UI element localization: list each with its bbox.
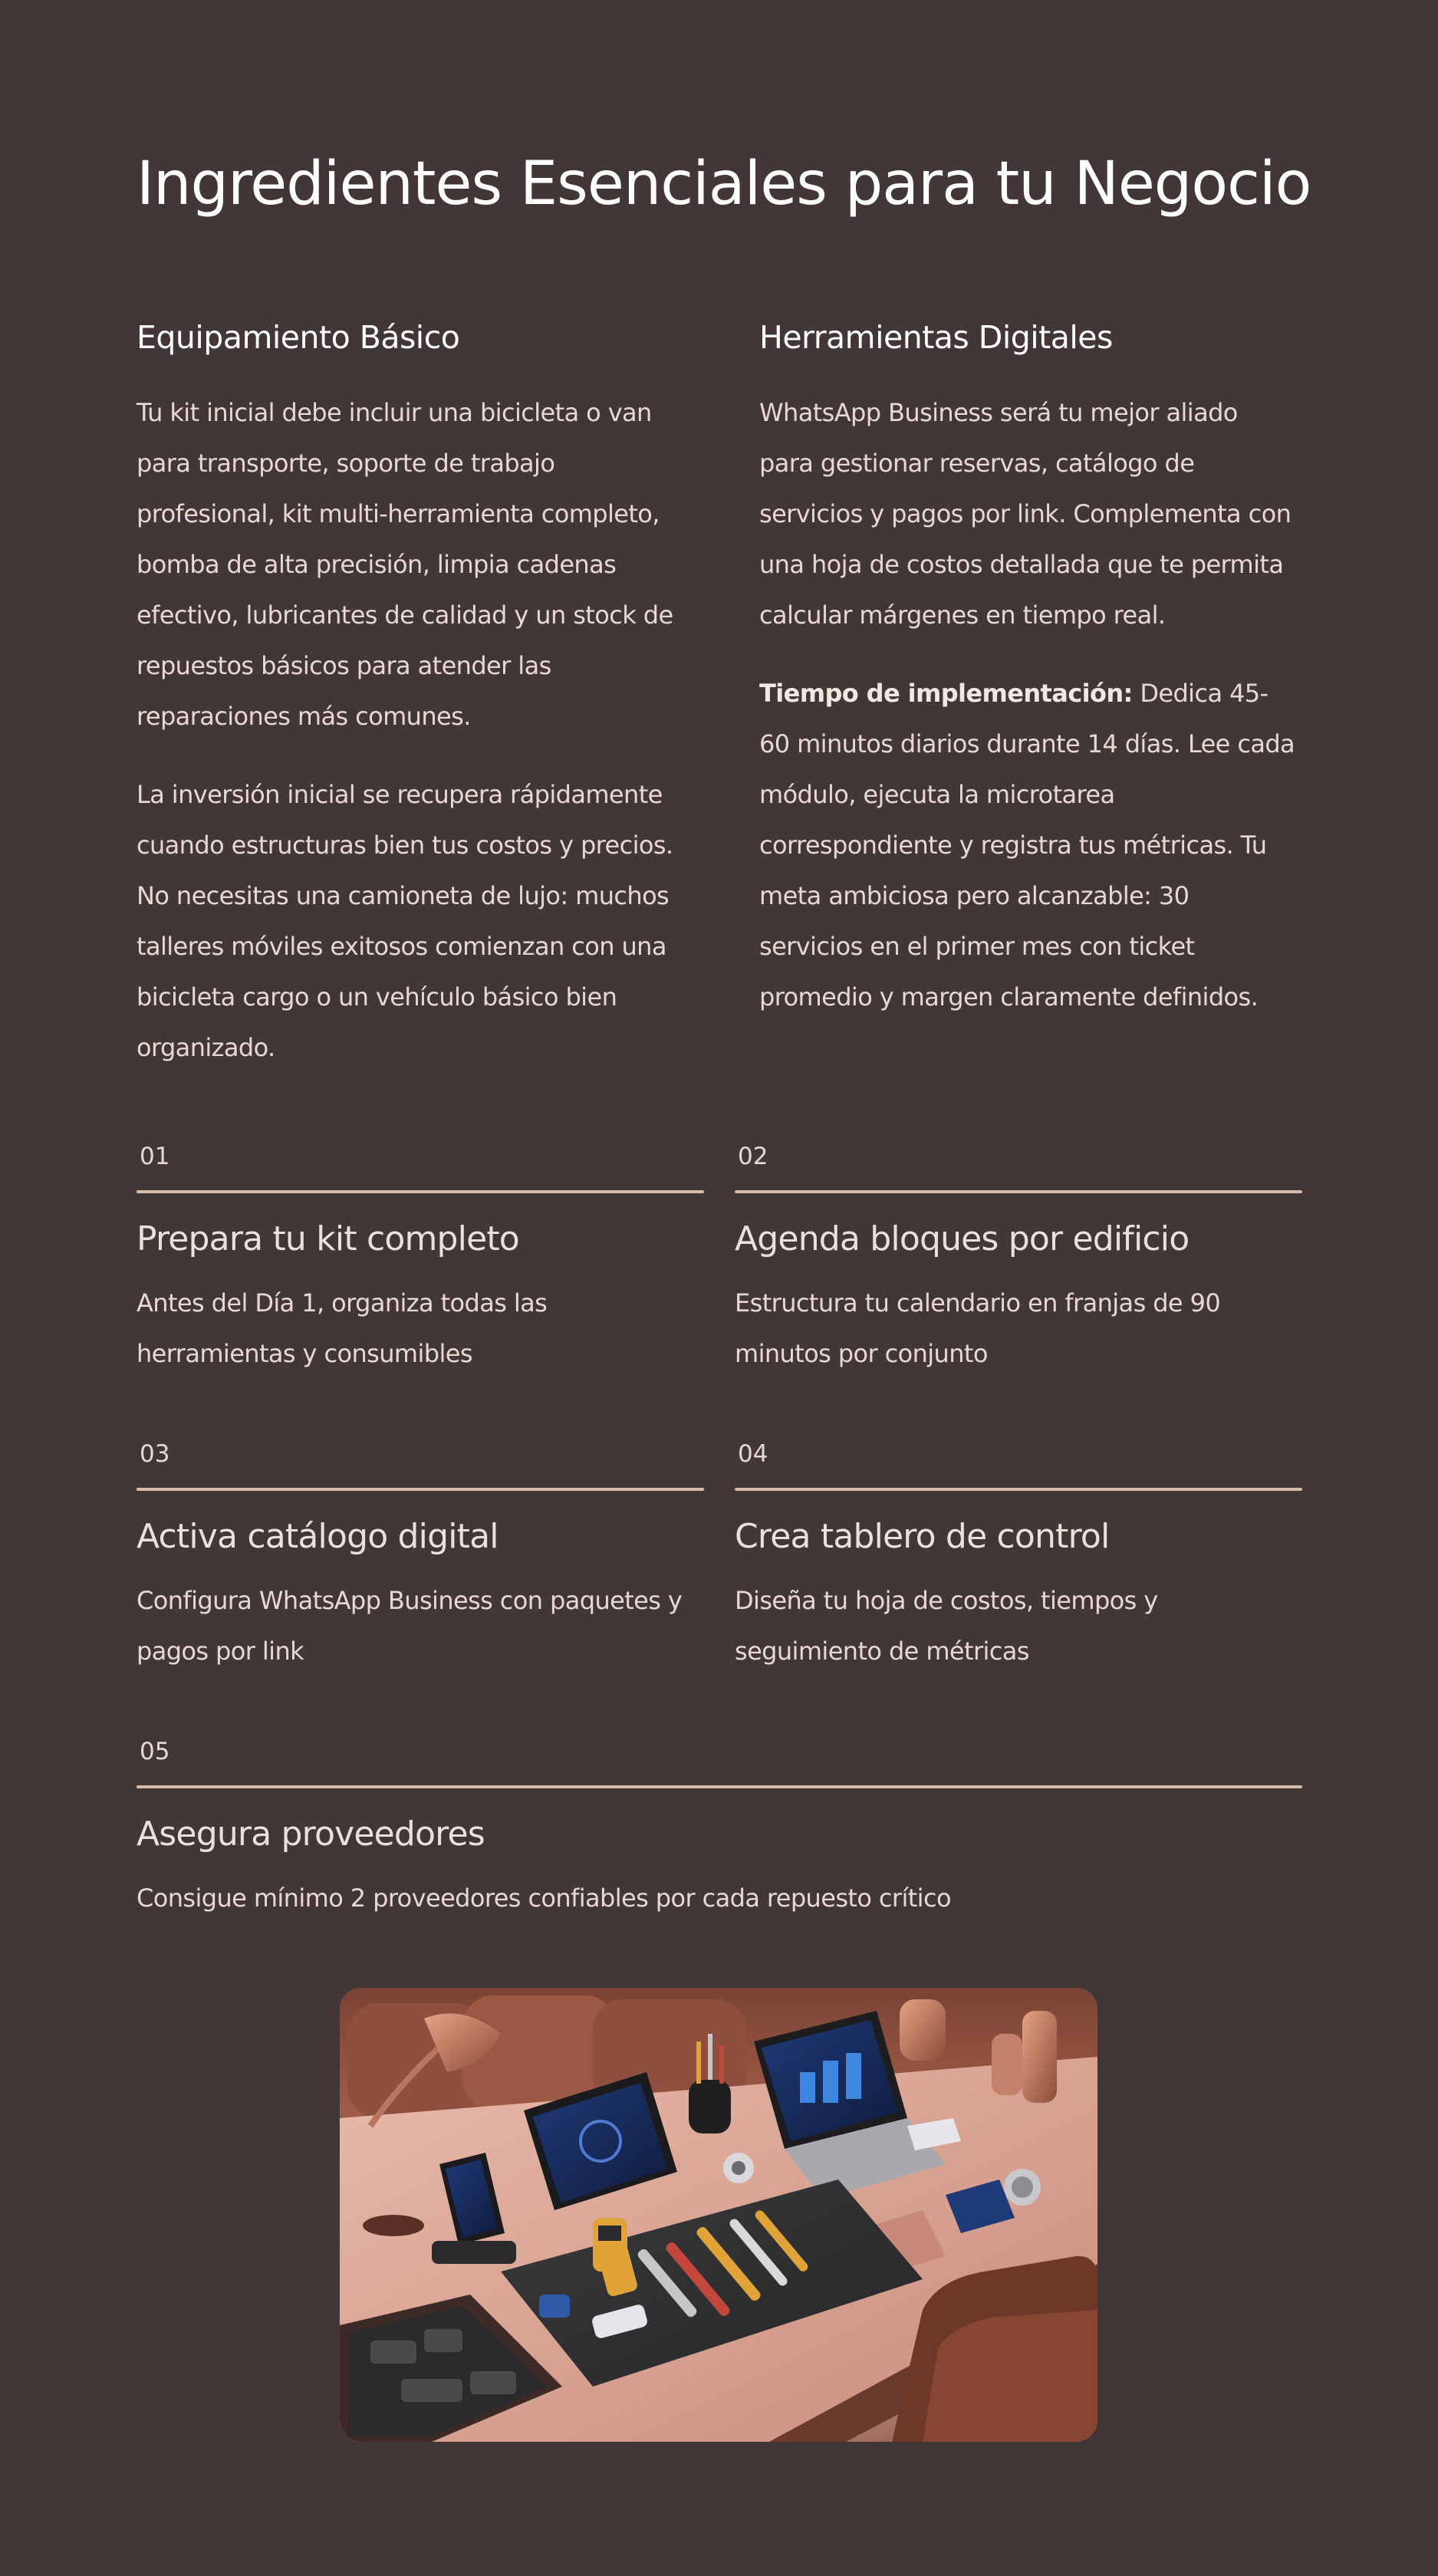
step-description: Estructura tu calendario en franjas de 90 minutos por conjunto <box>735 1288 1221 1368</box>
step-number: 01 <box>140 1143 170 1170</box>
step-divider <box>137 1488 704 1491</box>
step-number: 03 <box>140 1440 170 1468</box>
step-title: Agenda bloques por edificio <box>735 1219 1190 1258</box>
step-title: Asegura proveedores <box>137 1814 485 1854</box>
basic-equipment-paragraph-2: La inversión inicial se recupera rápidamente cuando estructuras bien tus costos y precios. No necesitas una camioneta de lujo: muchos talleres móviles exitosos comienzan con una bicicleta cargo o un vehículo básico bien organizado. <box>137 780 673 1062</box>
digital-tools-paragraph-1: WhatsApp Business será tu mejor aliado para gestionar reservas, catálogo de servicios y pagos por link. Complementa con una hoja de costos detallada que te permita calcular márgenes en tiempo real. <box>759 398 1292 630</box>
step-divider <box>137 1785 1302 1788</box>
step-description: Antes del Día 1, organiza todas las herramientas y consumibles <box>137 1288 548 1368</box>
basic-equipment-column <box>137 311 673 1100</box>
page-title: Ingredientes Esenciales para tu Negocio <box>137 150 1311 219</box>
step-card-03 <box>137 1437 704 1676</box>
step-description: Configura WhatsApp Business con paquetes y pagos por link <box>137 1586 683 1666</box>
basic-equipment-paragraph-1: Tu kit inicial debe incluir una bicicleta o van para transporte, soporte de trabajo profesional, kit multi-herramienta completo, bomba de alta precisión, limpia cadenas efectivo, lubricantes de calidad y un stock de repuestos básicos para atender las reparaciones más comunes. <box>137 398 673 731</box>
step-title: Activa catálogo digital <box>137 1517 499 1556</box>
basic-equipment-heading: Equipamiento Básico <box>137 319 460 356</box>
step-title: Prepara tu kit completo <box>137 1219 519 1258</box>
step-divider <box>735 1488 1302 1491</box>
workspace-tools-image <box>340 1988 1097 2442</box>
step-title: Crea tablero de control <box>735 1517 1110 1556</box>
digital-tools-heading: Herramientas Digitales <box>759 319 1113 356</box>
implementation-time-label: Tiempo de implementación: <box>759 679 1133 708</box>
implementation-time-text: Dedica 45-60 minutos diarios durante 14 días. Lee cada módulo, ejecuta la microtarea correspondiente y registra tus métricas. Tu meta ambiciosa pero alcanzable: 30 servicios en el primer mes con ticket promedio y margen claramente definidos. <box>759 679 1295 1012</box>
step-description: Consigue mínimo 2 proveedores confiables por cada repuesto crítico <box>137 1883 951 1913</box>
step-card-05 <box>137 1735 1302 1923</box>
step-divider <box>137 1190 704 1193</box>
step-number: 04 <box>738 1440 768 1468</box>
step-card-02 <box>735 1140 1302 1379</box>
digital-tools-column <box>759 311 1296 1050</box>
step-number: 05 <box>140 1738 170 1765</box>
step-description: Diseña tu hoja de costos, tiempos y seguimiento de métricas <box>735 1586 1158 1666</box>
digital-tools-paragraph-2 <box>759 668 1296 1022</box>
step-number: 02 <box>738 1143 768 1170</box>
step-divider <box>735 1190 1302 1193</box>
workspace-illustration <box>340 1988 1097 2442</box>
step-card-01 <box>137 1140 704 1379</box>
step-card-04 <box>735 1437 1302 1676</box>
